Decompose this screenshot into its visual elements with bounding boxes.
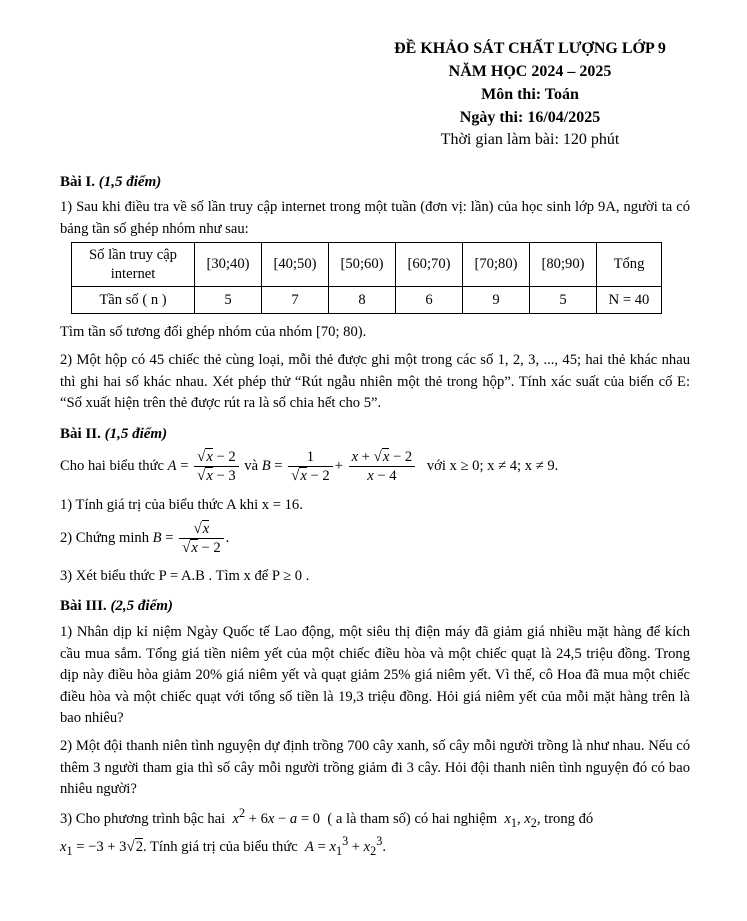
section-2-q1: 1) Tính giá trị của biểu thức A khi x = 16. [60,497,303,513]
table-freq: 5 [530,287,597,314]
fraction-a: $\frac{√x - 2}{√x - 3}$ [194,448,239,485]
table-freq-label: Tần số ( n ) [72,287,195,314]
fraction-b1: $\frac{1}{√x - 2}$ [288,448,333,485]
section-3-q3-line1: 3) Cho phương trình bậc hai $x^2 + 6x - a = 0$ ( a là tham số) có hai nghiệm $x_1$, $x_2$, trong đó [60,806,594,830]
section-3-points: (2,5 điểm) [110,598,173,614]
subject: Môn thi: Toán [481,86,579,103]
section-2-points: (1,5 điểm) [104,426,168,442]
section-1-title: Bài I. [60,174,96,190]
table-header-label [72,243,195,287]
condition-text: với x ≥ 0; x ≠ 4; x ≠ 9. [426,457,559,474]
section-2-heading [60,426,167,443]
q3-text-b: ( a là tham số) có hai nghiệm [327,810,498,827]
section-3-heading [60,598,173,615]
section-2-title: Bài II. [60,426,101,442]
section-3-q2: 2) Một đội thanh niên tình nguyện dự định trồng 700 cây xanh, số cây mỗi người trồng là như nhau. Nếu có thêm 3 người tham gia thì số cây mỗi người trồng giảm đi 3 cây. Hỏi đội thanh niên tình nguyện đó có bao nhiêu người? [60,738,690,797]
q2-text: 2) Chứng minh [60,529,149,546]
table-freq: 9 [463,287,530,314]
q3-text-d: . Tính giá trị của biểu thức [142,838,298,855]
table-header-label-2: internet [110,265,156,282]
section-1-points: (1,5 điểm) [98,174,162,190]
table-total-value: N = 40 [597,287,662,314]
and-text: và [244,457,259,474]
table-freq: 7 [262,287,329,314]
fraction-b-result: $\frac{√x}{√x - 2}$ [179,520,224,557]
intro-text: Cho hai biểu thức [60,457,164,474]
section-3-title: Bài III. [60,598,107,614]
table-header-label-1: Số lần truy cập [89,246,177,263]
table-group: [70;80) [463,243,530,287]
q3-text-a: 3) Cho phương trình bậc hai [60,810,226,827]
table-group: [80;90) [530,243,597,287]
table-group: [50;60) [329,243,396,287]
section-2-q3: 3) Xét biểu thức P = A.B . Tìm x để P ≥ 0 . [60,568,310,584]
table-freq: 6 [396,287,463,314]
table-group: [40;50) [262,243,329,287]
section-1-q1-ask: Tìm tần số tương đối ghép nhóm của nhóm [70; 80). [60,324,367,340]
section-3-q3-line2: $x_1 = -3 + 3√2$. Tính giá trị của biểu thức $A = x_1^3 + x_2^3$. [60,834,386,858]
section-3-q1: 1) Nhân dịp kỉ niệm Ngày Quốc tế Lao động, một siêu thị điện máy đã giảm giá nhiều mặt hàng để kích cầu mua sắm. Tổng giá tiền niêm yết của một chiếc điều hòa và một chiếc quạt là 24,5 triệu đồng. Trong dịp này điều hòa giảm 20% giá niêm yết và quạt giảm 25% giá niêm yết. Vì thế, cô Hoa đã mua một chiếc điều hòa và một chiếc quạt với tổng số tiền là 19,3 triệu đồng. Hỏi giá niêm yết của mỗi mặt hàng trên là bao nhiêu? [60,624,690,726]
fraction-b2: $\frac{x + √x - 2}{x - 4}$ [349,448,416,485]
table-group: [30;40) [195,243,262,287]
exam-date: Ngày thi: 16/04/2025 [459,109,601,126]
section-2-intro: Cho hai biểu thức A = $\frac{√x - 2}{√x - 3}$ và B = $\frac{1}{√x - 2}$ + $\frac{x + √x - 2}{x - 4}$ với x ≥ 0; x ≠ 4; x ≠ 9. [60,449,559,484]
exam-title: ĐỀ KHẢO SÁT CHẤT LƯỢNG LỚP 9 [394,40,666,57]
section-1-q2: 2) Một hộp có 45 chiếc thẻ cùng loại, mỗi thẻ được ghi một trong các số 1, 2, 3, ..., 45; hai thẻ khác nhau thì ghi hai số khác nhau. Xét phép thử “Rút ngẫu nhiên một thẻ trong hộp”. Tính xác suất của biến cố E: “Số xuất hiện trên thẻ được rút ra là số chia hết cho 5”. [60,352,690,411]
school-year: NĂM HỌC 2024 – 2025 [448,63,612,80]
time-limit: Thời gian làm bài: 120 phút [440,131,620,148]
table-freq: 8 [329,287,396,314]
frequency-table [71,242,662,314]
section-1-heading [60,174,161,191]
table-group: [60;70) [396,243,463,287]
table-total-label: Tổng [597,243,662,287]
section-2-q2: 2) Chứng minh B = $\frac{√x}{√x - 2}$ . [60,521,230,556]
q3-text-c: , trong đó [536,810,594,827]
table-freq: 5 [195,287,262,314]
section-1-q1: 1) Sau khi điều tra về số lần truy cập internet trong một tuần (đơn vị: lần) của học sinh lớp 9A, người ta có bảng tần số ghép nhóm như sau: [60,199,690,237]
